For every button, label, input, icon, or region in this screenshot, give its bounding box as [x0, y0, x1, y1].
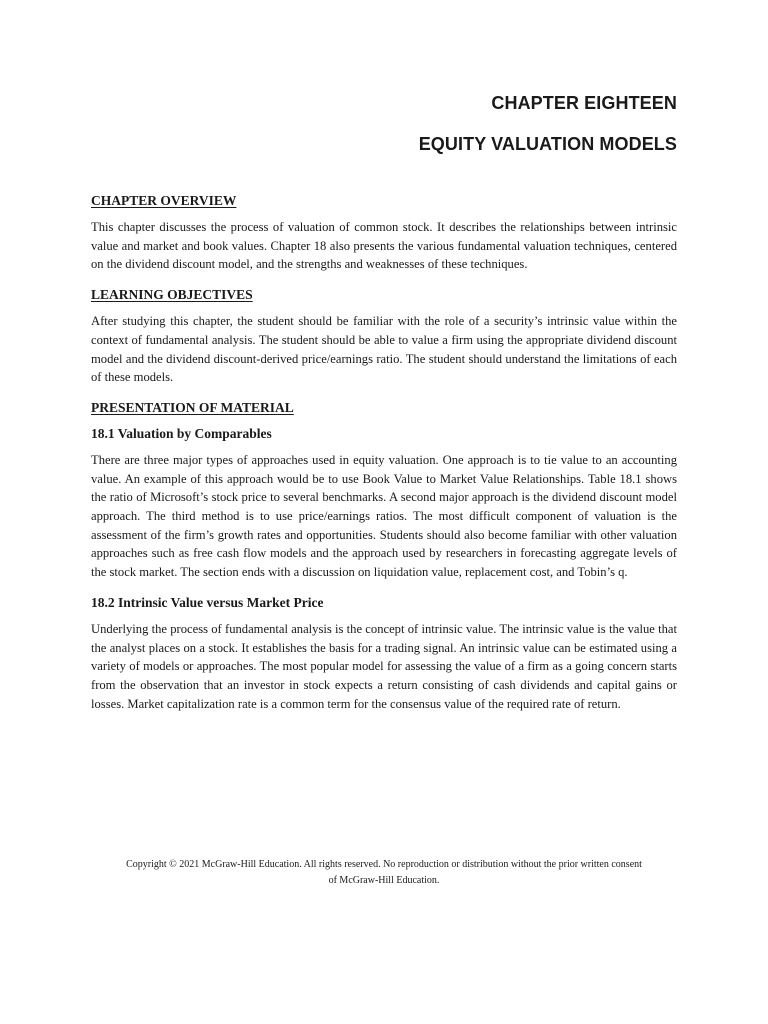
learning-objectives-section — [91, 286, 677, 387]
copyright-footer — [91, 857, 677, 888]
subsection-intrinsic-value — [91, 594, 677, 714]
presentation-heading: PRESENTATION OF MATERIAL — [91, 399, 294, 415]
presentation-section — [91, 399, 677, 713]
subsection-text: There are three major types of approaches used in equity valuation. One approach is to tie value to an accounting value. An example of this approach would be to use Book Value to Market Value Relationships. Table 18.1 shows the ratio of Microsoft’s stock price to several benchmarks. A second major approach is the dividend discount model approach. The third method is to use price/earnings ratios. The most difficult component of valuation is the assessment of the firm’s growth rates and opportunities. Students should also become familiar with other valuation approaches such as free cash flow models and the approach used by researchers in forecasting aggregate levels of the stock market. The section ends with a discussion on liquidation value, replacement cost, and Tobin’s q. — [91, 452, 677, 580]
chapter-subtitle: EQUITY VALUATION MODELS — [418, 134, 677, 154]
learning-objectives-text: After studying this chapter, the student should be familiar with the role of a security’s intrinsic value within the context of fundamental analysis. The student should be able to value a firm using the appropriate dividend discount model and the dividend discount-derived price/earnings ratio. The student should understand the limitations of each of these models. — [91, 314, 677, 385]
copyright-line-1: Copyright © 2021 McGraw-Hill Education. All rights reserved. No reproduction or distribution without the prior written consent — [126, 859, 642, 870]
document-body — [91, 192, 677, 725]
chapter-overview-text: This chapter discusses the process of valuation of common stock. It describes the relationships between intrinsic value and market and book values. Chapter 18 also presents the various fundamental valuation techniques, centered on the dividend discount model, and the strengths and weaknesses of these techniques. — [91, 220, 677, 272]
chapter-overview-heading: CHAPTER OVERVIEW — [91, 193, 237, 208]
copyright-line-2: of McGraw-Hill Education. — [328, 874, 440, 886]
subsection-title: 18.2 Intrinsic Value versus Market Price — [91, 594, 324, 610]
chapter-overview-section — [91, 192, 677, 274]
learning-objectives-heading: LEARNING OBJECTIVES — [91, 287, 253, 303]
chapter-title: CHAPTER EIGHTEEN — [491, 93, 677, 113]
subsection-title: 18.1 Valuation by Comparables — [91, 425, 272, 441]
subsection-text: Underlying the process of fundamental analysis is the concept of intrinsic value. The intrinsic value is the value that the analyst places on a stock. It establishes the basis for a trading signal. An intrinsic value can be estimated using a variety of models or approaches. The most popular model for assessing the value of a firm as a going concern starts from the observation that an investor in stock expects a return consisting of cash dividends and capital gains or losses. Market capitalization rate is a common term for the consensus value of the required rate of return. — [91, 621, 677, 711]
subsection-valuation-by-comparables — [91, 425, 677, 582]
